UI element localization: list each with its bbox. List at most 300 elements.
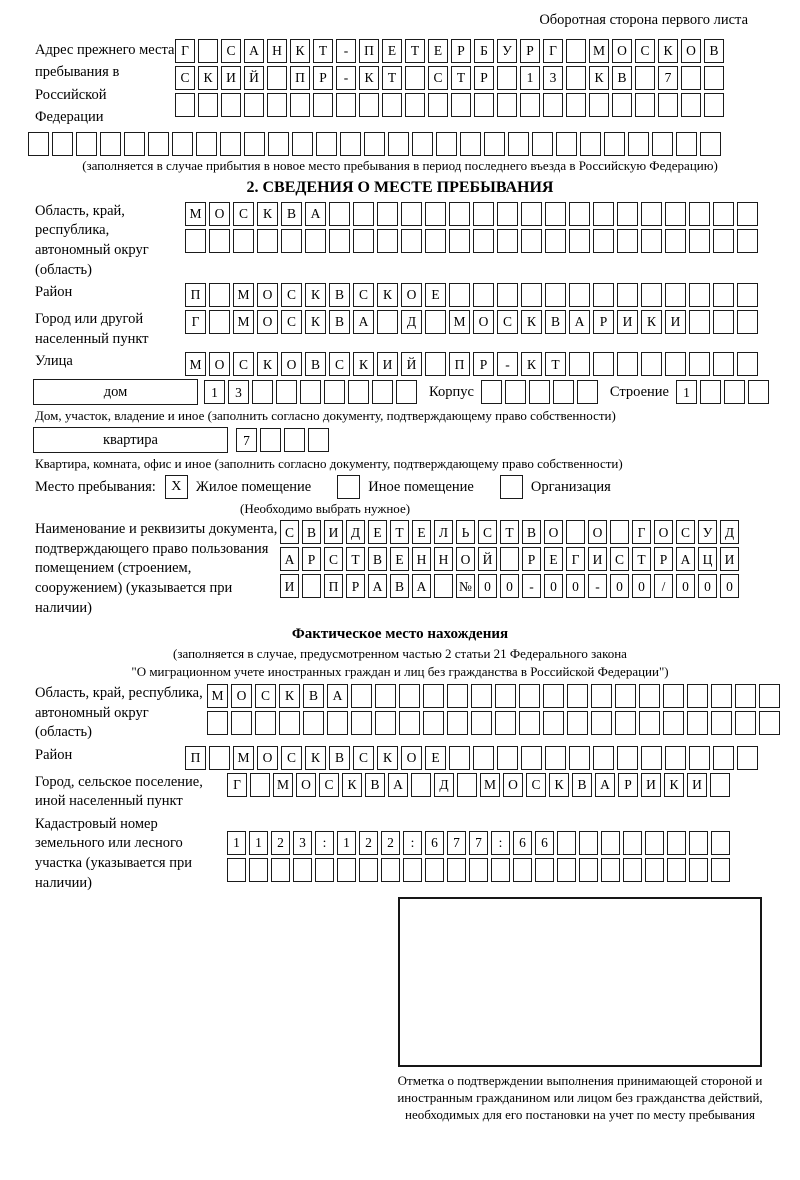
char-cell[interactable] [175, 93, 195, 117]
char-cell[interactable]: С [353, 283, 374, 307]
char-cell[interactable] [593, 746, 614, 770]
char-cell[interactable]: Т [346, 547, 365, 571]
char-cell[interactable]: Н [412, 547, 431, 571]
char-cell[interactable] [497, 229, 518, 253]
char-cell[interactable] [658, 93, 678, 117]
char-cell[interactable]: 7 [236, 428, 257, 452]
char-cell[interactable] [713, 283, 734, 307]
char-cell[interactable] [324, 380, 345, 404]
char-cell[interactable] [579, 858, 598, 882]
char-cell[interactable]: О [612, 39, 632, 63]
char-cell[interactable]: - [588, 574, 607, 598]
char-cell[interactable]: О [401, 283, 422, 307]
char-cell[interactable]: А [388, 773, 408, 797]
char-cell[interactable] [423, 684, 444, 708]
char-cell[interactable] [543, 711, 564, 735]
char-cell[interactable]: С [610, 547, 629, 571]
char-cell[interactable] [737, 229, 758, 253]
char-cell[interactable]: С [526, 773, 546, 797]
char-cell[interactable]: К [589, 66, 609, 90]
char-cell[interactable]: К [198, 66, 218, 90]
char-cell[interactable]: Т [390, 520, 409, 544]
char-cell[interactable] [689, 310, 710, 334]
char-cell[interactable] [532, 132, 553, 156]
char-cell[interactable]: С [324, 547, 343, 571]
char-cell[interactable] [566, 93, 586, 117]
char-cell[interactable]: 7 [658, 66, 678, 90]
char-cell[interactable] [704, 93, 724, 117]
char-cell[interactable] [601, 858, 620, 882]
char-cell[interactable]: Е [428, 39, 448, 63]
char-cell[interactable]: О [257, 283, 278, 307]
char-cell[interactable] [665, 202, 686, 226]
char-cell[interactable]: М [185, 352, 206, 376]
char-cell[interactable]: П [324, 574, 343, 598]
char-cell[interactable]: В [281, 202, 302, 226]
char-cell[interactable] [641, 283, 662, 307]
char-cell[interactable]: С [319, 773, 339, 797]
char-cell[interactable]: Т [451, 66, 471, 90]
char-cell[interactable]: М [480, 773, 500, 797]
char-cell[interactable]: С [428, 66, 448, 90]
char-cell[interactable] [303, 711, 324, 735]
char-cell[interactable] [327, 711, 348, 735]
char-cell[interactable] [543, 93, 563, 117]
char-cell[interactable] [209, 229, 230, 253]
char-cell[interactable]: : [491, 831, 510, 855]
char-cell[interactable] [615, 684, 636, 708]
char-cell[interactable] [399, 684, 420, 708]
char-cell[interactable]: Р [302, 547, 321, 571]
char-cell[interactable] [505, 380, 526, 404]
char-cell[interactable] [388, 132, 409, 156]
char-cell[interactable] [713, 202, 734, 226]
char-cell[interactable]: Д [434, 773, 454, 797]
char-cell[interactable] [553, 380, 574, 404]
char-cell[interactable] [557, 831, 576, 855]
char-cell[interactable]: С [676, 520, 695, 544]
char-cell[interactable]: У [698, 520, 717, 544]
char-cell[interactable]: К [305, 746, 326, 770]
char-cell[interactable] [615, 711, 636, 735]
char-cell[interactable]: С [497, 310, 518, 334]
char-cell[interactable] [276, 380, 297, 404]
char-cell[interactable] [148, 132, 169, 156]
char-cell[interactable] [268, 132, 289, 156]
char-cell[interactable] [612, 93, 632, 117]
char-cell[interactable] [231, 711, 252, 735]
char-cell[interactable] [652, 132, 673, 156]
char-cell[interactable] [508, 132, 529, 156]
char-cell[interactable] [221, 93, 241, 117]
char-cell[interactable] [425, 229, 446, 253]
char-cell[interactable]: К [377, 283, 398, 307]
char-cell[interactable] [641, 352, 662, 376]
char-cell[interactable]: О [456, 547, 475, 571]
char-cell[interactable]: 1 [249, 831, 268, 855]
char-cell[interactable] [521, 202, 542, 226]
char-cell[interactable] [577, 380, 598, 404]
char-cell[interactable] [124, 132, 145, 156]
char-cell[interactable]: Р [313, 66, 333, 90]
char-cell[interactable] [635, 66, 655, 90]
char-cell[interactable] [711, 831, 730, 855]
char-cell[interactable] [340, 132, 361, 156]
char-cell[interactable]: И [280, 574, 299, 598]
char-cell[interactable] [359, 858, 378, 882]
char-cell[interactable] [481, 380, 502, 404]
char-cell[interactable] [305, 229, 326, 253]
char-cell[interactable]: И [377, 352, 398, 376]
char-cell[interactable] [713, 352, 734, 376]
char-cell[interactable]: А [412, 574, 431, 598]
char-cell[interactable] [257, 229, 278, 253]
char-cell[interactable] [337, 858, 356, 882]
char-cell[interactable] [293, 858, 312, 882]
char-cell[interactable] [423, 711, 444, 735]
char-cell[interactable] [76, 132, 97, 156]
char-cell[interactable] [447, 684, 468, 708]
char-cell[interactable]: С [329, 352, 350, 376]
char-cell[interactable] [687, 711, 708, 735]
char-cell[interactable]: Б [474, 39, 494, 63]
char-cell[interactable] [737, 310, 758, 334]
char-cell[interactable] [198, 93, 218, 117]
char-cell[interactable]: С [233, 202, 254, 226]
char-cell[interactable] [519, 684, 540, 708]
char-cell[interactable] [284, 428, 305, 452]
char-cell[interactable] [617, 352, 638, 376]
char-cell[interactable]: С [281, 283, 302, 307]
char-cell[interactable]: 6 [535, 831, 554, 855]
char-cell[interactable] [713, 746, 734, 770]
char-cell[interactable]: Д [346, 520, 365, 544]
char-cell[interactable]: Е [544, 547, 563, 571]
char-cell[interactable] [663, 684, 684, 708]
char-cell[interactable] [372, 380, 393, 404]
char-cell[interactable] [436, 132, 457, 156]
char-cell[interactable] [689, 202, 710, 226]
char-cell[interactable] [759, 711, 780, 735]
char-cell[interactable] [681, 93, 701, 117]
char-cell[interactable] [449, 202, 470, 226]
char-cell[interactable]: А [305, 202, 326, 226]
char-cell[interactable] [353, 202, 374, 226]
char-cell[interactable]: В [329, 283, 350, 307]
char-cell[interactable] [566, 520, 585, 544]
char-cell[interactable] [405, 66, 425, 90]
char-cell[interactable]: 6 [425, 831, 444, 855]
char-cell[interactable] [396, 380, 417, 404]
char-cell[interactable]: 0 [566, 574, 585, 598]
char-cell[interactable]: 3 [228, 380, 249, 404]
char-cell[interactable]: И [324, 520, 343, 544]
char-cell[interactable]: В [365, 773, 385, 797]
char-cell[interactable]: Г [543, 39, 563, 63]
char-cell[interactable] [399, 711, 420, 735]
char-cell[interactable]: 1 [520, 66, 540, 90]
char-cell[interactable] [267, 66, 287, 90]
char-cell[interactable] [471, 684, 492, 708]
char-cell[interactable] [227, 858, 246, 882]
char-cell[interactable]: Ц [698, 547, 717, 571]
char-cell[interactable] [28, 132, 49, 156]
char-cell[interactable]: - [336, 66, 356, 90]
char-cell[interactable] [473, 229, 494, 253]
char-cell[interactable]: С [281, 746, 302, 770]
char-cell[interactable] [665, 229, 686, 253]
char-cell[interactable] [641, 202, 662, 226]
char-cell[interactable]: О [588, 520, 607, 544]
char-cell[interactable] [545, 229, 566, 253]
char-cell[interactable]: И [687, 773, 707, 797]
char-cell[interactable]: Т [500, 520, 519, 544]
char-cell[interactable]: А [353, 310, 374, 334]
char-cell[interactable] [667, 858, 686, 882]
char-cell[interactable]: К [641, 310, 662, 334]
char-cell[interactable]: К [305, 310, 326, 334]
char-cell[interactable] [457, 773, 477, 797]
char-cell[interactable]: С [221, 39, 241, 63]
char-cell[interactable]: Е [425, 283, 446, 307]
char-cell[interactable] [623, 858, 642, 882]
char-cell[interactable] [700, 380, 721, 404]
char-cell[interactable]: Н [434, 547, 453, 571]
char-cell[interactable] [710, 773, 730, 797]
char-cell[interactable] [469, 858, 488, 882]
char-cell[interactable] [209, 310, 230, 334]
char-cell[interactable] [359, 93, 379, 117]
checkbox-organization[interactable] [500, 475, 523, 499]
char-cell[interactable] [484, 132, 505, 156]
char-cell[interactable]: К [377, 746, 398, 770]
char-cell[interactable] [711, 858, 730, 882]
char-cell[interactable]: Р [346, 574, 365, 598]
char-cell[interactable]: К [342, 773, 362, 797]
char-cell[interactable]: : [403, 831, 422, 855]
char-cell[interactable]: В [329, 310, 350, 334]
char-cell[interactable] [405, 93, 425, 117]
char-cell[interactable] [497, 66, 517, 90]
char-cell[interactable]: П [359, 39, 379, 63]
char-cell[interactable] [364, 132, 385, 156]
char-cell[interactable] [425, 858, 444, 882]
char-cell[interactable]: П [449, 352, 470, 376]
char-cell[interactable]: 7 [469, 831, 488, 855]
char-cell[interactable]: В [329, 746, 350, 770]
char-cell[interactable] [473, 202, 494, 226]
char-cell[interactable] [348, 380, 369, 404]
char-cell[interactable] [641, 229, 662, 253]
char-cell[interactable]: Г [227, 773, 247, 797]
char-cell[interactable] [635, 93, 655, 117]
char-cell[interactable] [604, 132, 625, 156]
char-cell[interactable]: 1 [227, 831, 246, 855]
checkbox-other-premises[interactable] [337, 475, 360, 499]
char-cell[interactable]: Е [390, 547, 409, 571]
char-cell[interactable] [593, 352, 614, 376]
char-cell[interactable] [353, 229, 374, 253]
char-cell[interactable] [425, 310, 446, 334]
char-cell[interactable]: О [231, 684, 252, 708]
char-cell[interactable] [535, 858, 554, 882]
char-cell[interactable]: И [588, 547, 607, 571]
char-cell[interactable] [313, 93, 333, 117]
char-cell[interactable] [474, 93, 494, 117]
char-cell[interactable] [737, 352, 758, 376]
char-cell[interactable] [249, 858, 268, 882]
char-cell[interactable]: О [401, 746, 422, 770]
char-cell[interactable]: М [207, 684, 228, 708]
char-cell[interactable] [449, 283, 470, 307]
char-cell[interactable] [529, 380, 550, 404]
char-cell[interactable]: 1 [204, 380, 225, 404]
char-cell[interactable]: 0 [544, 574, 563, 598]
char-cell[interactable] [543, 684, 564, 708]
char-cell[interactable] [689, 229, 710, 253]
char-cell[interactable] [300, 380, 321, 404]
char-cell[interactable]: Ь [456, 520, 475, 544]
char-cell[interactable]: М [233, 746, 254, 770]
char-cell[interactable]: К [664, 773, 684, 797]
char-cell[interactable] [250, 773, 270, 797]
char-cell[interactable]: Й [401, 352, 422, 376]
char-cell[interactable] [689, 352, 710, 376]
char-cell[interactable]: 0 [500, 574, 519, 598]
char-cell[interactable]: Р [474, 66, 494, 90]
char-cell[interactable]: К [257, 352, 278, 376]
char-cell[interactable]: П [185, 283, 206, 307]
char-cell[interactable]: К [279, 684, 300, 708]
char-cell[interactable] [290, 93, 310, 117]
char-cell[interactable] [617, 202, 638, 226]
char-cell[interactable] [336, 93, 356, 117]
char-cell[interactable]: Й [244, 66, 264, 90]
char-cell[interactable]: У [497, 39, 517, 63]
char-cell[interactable]: К [305, 283, 326, 307]
char-cell[interactable] [639, 684, 660, 708]
char-cell[interactable] [665, 746, 686, 770]
char-cell[interactable] [495, 711, 516, 735]
char-cell[interactable] [279, 711, 300, 735]
char-cell[interactable]: Е [368, 520, 387, 544]
char-cell[interactable] [593, 229, 614, 253]
char-cell[interactable] [375, 711, 396, 735]
char-cell[interactable]: Р [522, 547, 541, 571]
char-cell[interactable] [428, 93, 448, 117]
char-cell[interactable]: : [315, 831, 334, 855]
char-cell[interactable]: 0 [698, 574, 717, 598]
char-cell[interactable] [412, 132, 433, 156]
char-cell[interactable] [172, 132, 193, 156]
char-cell[interactable]: А [569, 310, 590, 334]
char-cell[interactable]: В [545, 310, 566, 334]
char-cell[interactable]: 1 [676, 380, 697, 404]
char-cell[interactable]: М [449, 310, 470, 334]
char-cell[interactable]: Р [654, 547, 673, 571]
char-cell[interactable]: С [353, 746, 374, 770]
char-cell[interactable] [665, 352, 686, 376]
char-cell[interactable]: 2 [381, 831, 400, 855]
char-cell[interactable]: К [521, 352, 542, 376]
char-cell[interactable] [567, 711, 588, 735]
char-cell[interactable]: К [658, 39, 678, 63]
char-cell[interactable]: Т [313, 39, 333, 63]
char-cell[interactable]: И [617, 310, 638, 334]
char-cell[interactable] [545, 283, 566, 307]
char-cell[interactable]: К [549, 773, 569, 797]
char-cell[interactable] [700, 132, 721, 156]
char-cell[interactable] [449, 746, 470, 770]
char-cell[interactable] [471, 711, 492, 735]
char-cell[interactable]: Е [412, 520, 431, 544]
char-cell[interactable] [735, 711, 756, 735]
char-cell[interactable] [267, 93, 287, 117]
char-cell[interactable] [244, 93, 264, 117]
char-cell[interactable]: П [185, 746, 206, 770]
char-cell[interactable] [641, 746, 662, 770]
char-cell[interactable] [566, 66, 586, 90]
char-cell[interactable] [185, 229, 206, 253]
char-cell[interactable] [617, 283, 638, 307]
char-cell[interactable]: - [336, 39, 356, 63]
char-cell[interactable] [252, 380, 273, 404]
char-cell[interactable]: 2 [359, 831, 378, 855]
char-cell[interactable] [521, 229, 542, 253]
char-cell[interactable]: Р [618, 773, 638, 797]
char-cell[interactable]: Н [267, 39, 287, 63]
char-cell[interactable] [569, 746, 590, 770]
char-cell[interactable]: О [281, 352, 302, 376]
char-cell[interactable] [207, 711, 228, 735]
char-cell[interactable] [665, 283, 686, 307]
char-cell[interactable]: И [720, 547, 739, 571]
char-cell[interactable] [737, 283, 758, 307]
char-cell[interactable] [316, 132, 337, 156]
char-cell[interactable]: Р [593, 310, 614, 334]
char-cell[interactable]: Р [451, 39, 471, 63]
char-cell[interactable] [381, 858, 400, 882]
char-cell[interactable] [579, 831, 598, 855]
char-cell[interactable] [569, 283, 590, 307]
char-cell[interactable]: О [681, 39, 701, 63]
char-cell[interactable]: - [497, 352, 518, 376]
char-cell[interactable]: К [290, 39, 310, 63]
char-cell[interactable] [589, 93, 609, 117]
char-cell[interactable]: С [255, 684, 276, 708]
char-cell[interactable] [244, 132, 265, 156]
char-cell[interactable] [713, 310, 734, 334]
char-cell[interactable] [520, 93, 540, 117]
char-cell[interactable] [713, 229, 734, 253]
char-cell[interactable] [403, 858, 422, 882]
char-cell[interactable]: 0 [478, 574, 497, 598]
char-cell[interactable]: 1 [337, 831, 356, 855]
char-cell[interactable] [411, 773, 431, 797]
char-cell[interactable]: С [233, 352, 254, 376]
char-cell[interactable] [271, 858, 290, 882]
char-cell[interactable] [610, 520, 629, 544]
char-cell[interactable] [569, 229, 590, 253]
char-cell[interactable]: С [635, 39, 655, 63]
char-cell[interactable]: А [595, 773, 615, 797]
char-cell[interactable] [545, 746, 566, 770]
char-cell[interactable]: - [522, 574, 541, 598]
char-cell[interactable] [676, 132, 697, 156]
char-cell[interactable]: Д [720, 520, 739, 544]
char-cell[interactable]: И [641, 773, 661, 797]
char-cell[interactable] [566, 39, 586, 63]
